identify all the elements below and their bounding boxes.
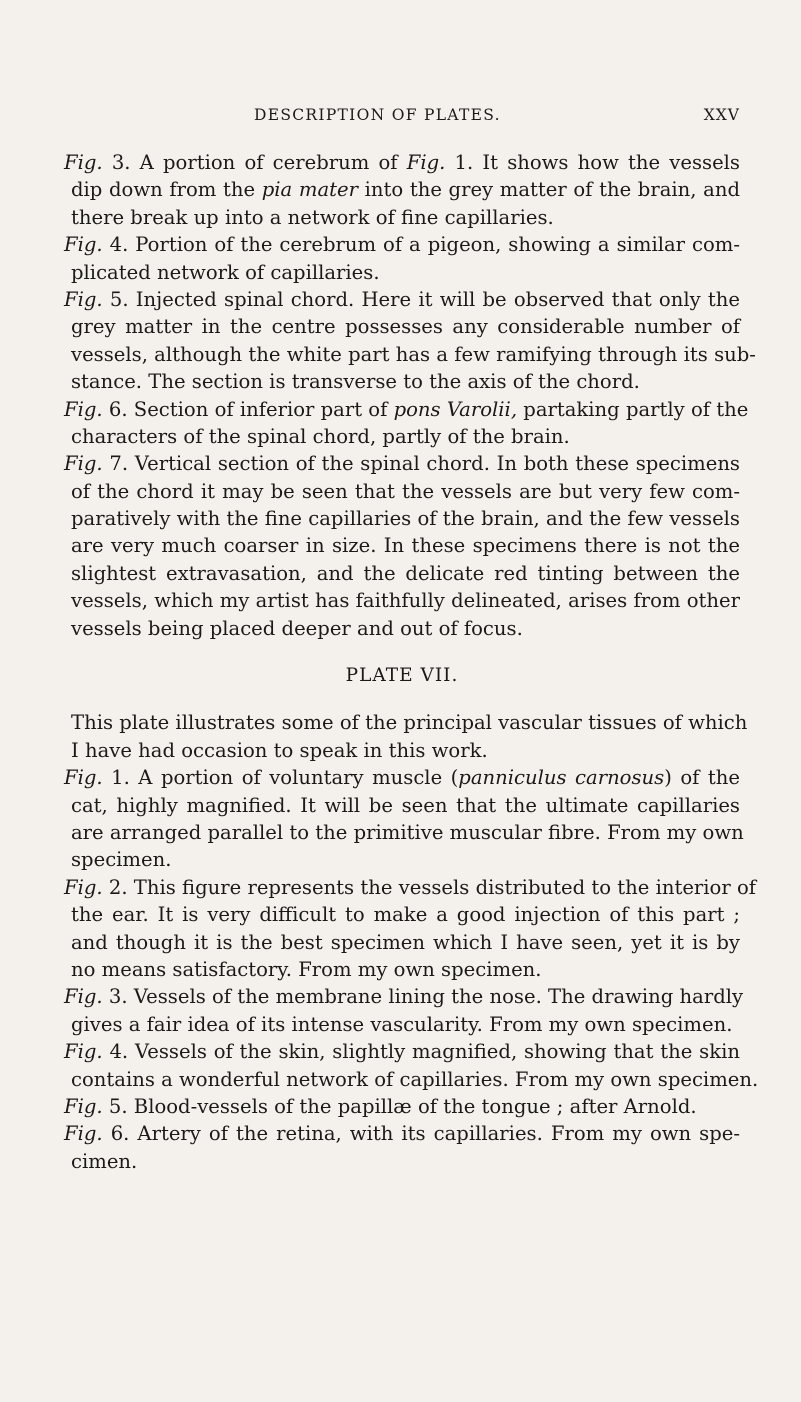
paragraph-line xyxy=(64,819,744,846)
paragraph-line xyxy=(64,587,740,614)
line-text: specimen. xyxy=(71,848,172,872)
line-text: 4. Vessels of the skin, slightly magnified, showing that the skin xyxy=(102,1040,740,1064)
line-text: vessels being placed deeper and out of focus. xyxy=(71,616,523,640)
paragraph-line xyxy=(64,259,740,286)
paragraph-line xyxy=(64,423,740,450)
line-text: there break up into a network of fine capillaries. xyxy=(71,205,554,229)
plate-heading: PLATE VII. xyxy=(345,665,459,687)
paragraph-line xyxy=(64,737,740,764)
paragraph-line xyxy=(64,560,740,587)
line-text: slightest extravasation, and the delicate red tinting between the xyxy=(71,561,740,585)
line-text: partaking partly of the xyxy=(517,397,749,421)
paragraph-line xyxy=(64,709,748,736)
paragraph-line xyxy=(64,846,740,873)
line-text: 6. Section of inferior part of xyxy=(102,397,394,421)
fig-label: Fig. xyxy=(64,452,103,476)
line-text: I have had occasion to speak in this work. xyxy=(71,738,488,762)
line-text: the ear. It is very difficult to make a good injection of this part ; xyxy=(71,903,740,927)
body-text xyxy=(64,149,759,1175)
fig-label: Fig. xyxy=(64,151,103,174)
paragraph-line xyxy=(64,341,756,368)
paragraph-line xyxy=(64,1120,740,1147)
paragraph-line xyxy=(64,1066,759,1093)
line-text: ) of the xyxy=(664,766,740,790)
paragraph-line xyxy=(64,149,740,176)
fig-label: Fig. xyxy=(64,985,103,1009)
paragraph-line xyxy=(64,532,740,559)
line-text: paratively with the fine capillaries of the brain, and the few vessels xyxy=(71,507,740,531)
line-text: plicated network of capillaries. xyxy=(71,260,380,284)
paragraph-line xyxy=(64,204,740,231)
paragraph-line xyxy=(64,505,740,532)
paragraph-line xyxy=(64,396,749,423)
line-text: contains a wonderful network of capillaries. From my own specimen. xyxy=(71,1067,759,1091)
line-text: no means satisfactory. From my own specimen. xyxy=(71,957,542,981)
italic-term: pia mater xyxy=(261,178,358,202)
line-text: 3. Vessels of the membrane lining the nose. The drawing hardly xyxy=(102,985,744,1009)
line-text: vessels, which my artist has faithfully delineated, arises from other xyxy=(71,589,740,613)
paragraph-line xyxy=(64,313,740,340)
line-text: 2. This figure represents the vessels distributed to the interior of xyxy=(102,875,756,899)
fig-label: Fig. xyxy=(64,1094,103,1118)
running-head-title: DESCRIPTION OF PLATES. xyxy=(254,106,501,124)
italic-term: pons Varolii, xyxy=(393,397,518,421)
fig-label: Fig. xyxy=(64,766,103,790)
line-text: vessels, although the white part has a few ramifying through its sub- xyxy=(71,342,756,366)
line-text: 1. A portion of voluntary muscle ( xyxy=(102,766,459,790)
fig-label: Fig. xyxy=(64,1040,103,1064)
paragraph-line xyxy=(64,1038,740,1065)
paragraph-line xyxy=(64,792,740,819)
running-head xyxy=(64,106,740,130)
line-text: into the grey matter of the brain, and xyxy=(357,178,741,202)
line-text: 7. Vertical section of the spinal chord. In both these specimens xyxy=(102,452,740,476)
page-number: XXV xyxy=(703,106,740,124)
line-text: cimen. xyxy=(71,1149,138,1173)
paragraph-line xyxy=(64,1011,740,1038)
line-text: 5. Injected spinal chord. Here it will be observed that only the xyxy=(102,287,740,311)
paragraph-line xyxy=(64,1148,740,1175)
paragraph-line xyxy=(64,874,756,901)
line-text: are very much coarser in size. In these specimens there is not the xyxy=(71,534,740,558)
fig-label: Fig. xyxy=(64,233,103,257)
line-text: This plate illustrates some of the principal vascular tissues of which xyxy=(71,711,748,735)
paragraph-line xyxy=(64,368,740,395)
line-text: 1. It shows how the vessels xyxy=(445,151,740,174)
line-text: 6. Artery of the retina, with its capillaries. From my own spe- xyxy=(102,1122,740,1146)
paragraph-line xyxy=(64,1093,740,1120)
paragraph-line xyxy=(64,176,740,203)
fig-label: Fig. xyxy=(64,397,103,421)
paragraph-line xyxy=(64,615,740,642)
paragraph-line xyxy=(64,929,740,956)
paragraph-line xyxy=(64,286,740,313)
paragraph-line xyxy=(64,983,744,1010)
line-text: and though it is the best specimen which I have seen, yet it is by xyxy=(71,930,740,954)
line-text: gives a fair idea of its intense vascularity. From my own specimen. xyxy=(71,1012,733,1036)
paragraph-line xyxy=(64,450,740,477)
line-text: stance. The section is transverse to the axis of the chord. xyxy=(71,370,640,394)
fig-label: Fig. xyxy=(64,287,103,311)
italic-term: panniculus carnosus xyxy=(458,766,665,790)
line-text: cat, highly magnified. It will be seen that the ultimate capillaries xyxy=(71,793,740,817)
fig-label: Fig. xyxy=(64,1122,103,1146)
line-text: 4. Portion of the cerebrum of a pigeon, showing a similar com- xyxy=(102,233,740,257)
line-text: of the chord it may be seen that the vessels are but very few com- xyxy=(71,479,740,503)
line-text: 3. A portion of cerebrum of xyxy=(102,151,407,174)
line-text: characters of the spinal chord, partly of the brain. xyxy=(71,424,570,448)
fig-label: Fig. xyxy=(406,151,446,174)
paragraph-line xyxy=(64,478,740,505)
line-text: grey matter in the centre possesses any considerable number of xyxy=(71,315,740,339)
line-text: dip down from the xyxy=(71,178,262,202)
line-text: 5. Blood-vessels of the papillæ of the tongue ; after Arnold. xyxy=(102,1094,697,1118)
paragraph-line xyxy=(64,901,740,928)
line-text: are arranged parallel to the primitive muscular fibre. From my own xyxy=(71,820,744,844)
paragraph-line xyxy=(64,231,740,258)
paragraph-line xyxy=(64,956,740,983)
fig-label: Fig. xyxy=(64,875,103,899)
paragraph-line xyxy=(64,764,740,791)
